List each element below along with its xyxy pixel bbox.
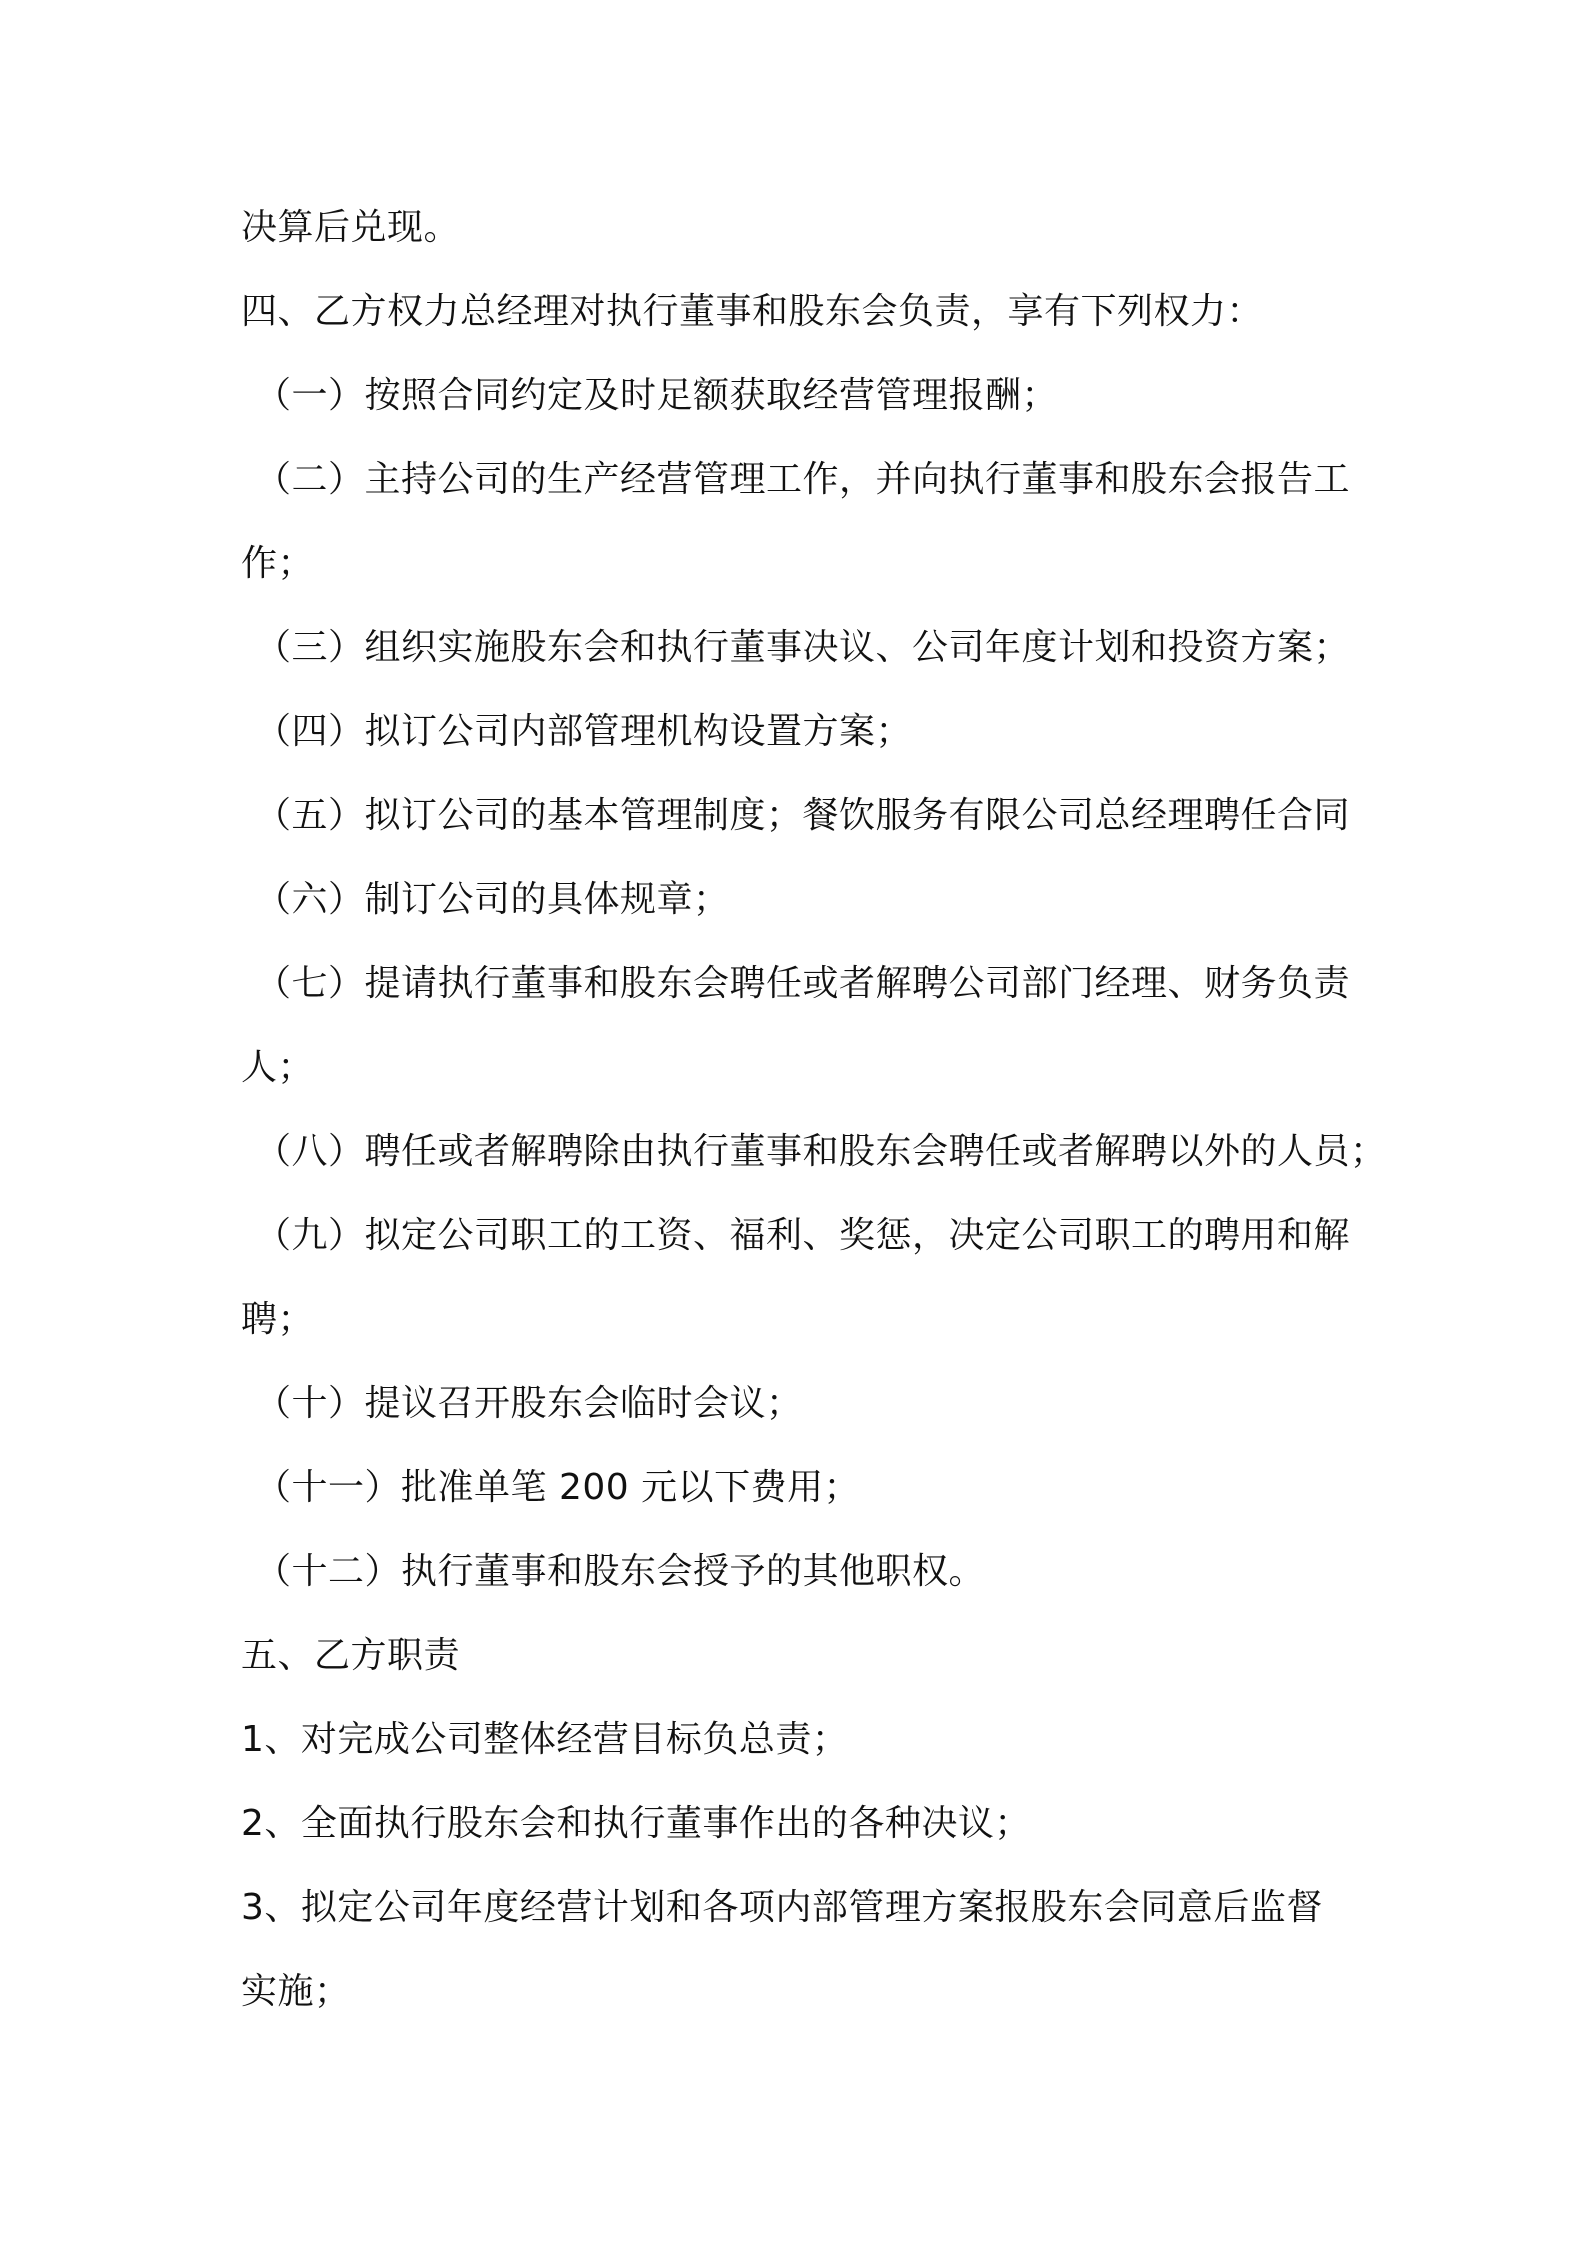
list-item: （六）制订公司的具体规章；: [255, 879, 730, 920]
text-line: 人；: [241, 1047, 315, 1088]
list-item: 2、全面执行股东会和执行董事作出的各种决议；: [241, 1803, 1031, 1844]
list-item: 1、对完成公司整体经营目标负总责；: [241, 1719, 849, 1760]
section-heading-rights: 四、乙方权力总经理对执行董事和股东会负责，享有下列权力：: [241, 291, 1264, 332]
text-line: 决算后兑现。: [241, 207, 461, 248]
list-item: （二）主持公司的生产经营管理工作，并向执行董事和股东会报告工: [255, 459, 1351, 500]
list-item: 3、拟定公司年度经营计划和各项内部管理方案报股东会同意后监督: [241, 1887, 1323, 1928]
list-item: （三）组织实施股东会和执行董事决议、公司年度计划和投资方案；: [255, 627, 1351, 668]
list-item: （十二）执行董事和股东会授予的其他职权。: [255, 1551, 986, 1592]
list-item: （八）聘任或者解聘除由执行董事和股东会聘任或者解聘以外的人员；: [255, 1131, 1387, 1172]
list-item: （一）按照合同约定及时足额获取经营管理报酬；: [255, 375, 1059, 416]
text-line: 作；: [241, 543, 315, 584]
list-item: （五）拟订公司的基本管理制度；餐饮服务有限公司总经理聘任合同: [255, 795, 1351, 836]
section-heading-duties: 五、乙方职责: [241, 1635, 461, 1676]
text-line: 实施；: [241, 1971, 351, 2012]
list-item: （十）提议召开股东会临时会议；: [255, 1383, 803, 1424]
list-item: （十一）批准单笔 200 元以下费用；: [255, 1467, 861, 1508]
list-item: （九）拟定公司职工的工资、福利、奖惩，决定公司职工的聘用和解: [255, 1215, 1351, 1256]
list-item: （四）拟订公司内部管理机构设置方案；: [255, 711, 913, 752]
text-line: 聘；: [241, 1299, 315, 1340]
list-item: （七）提请执行董事和股东会聘任或者解聘公司部门经理、财务负责: [255, 963, 1351, 1004]
